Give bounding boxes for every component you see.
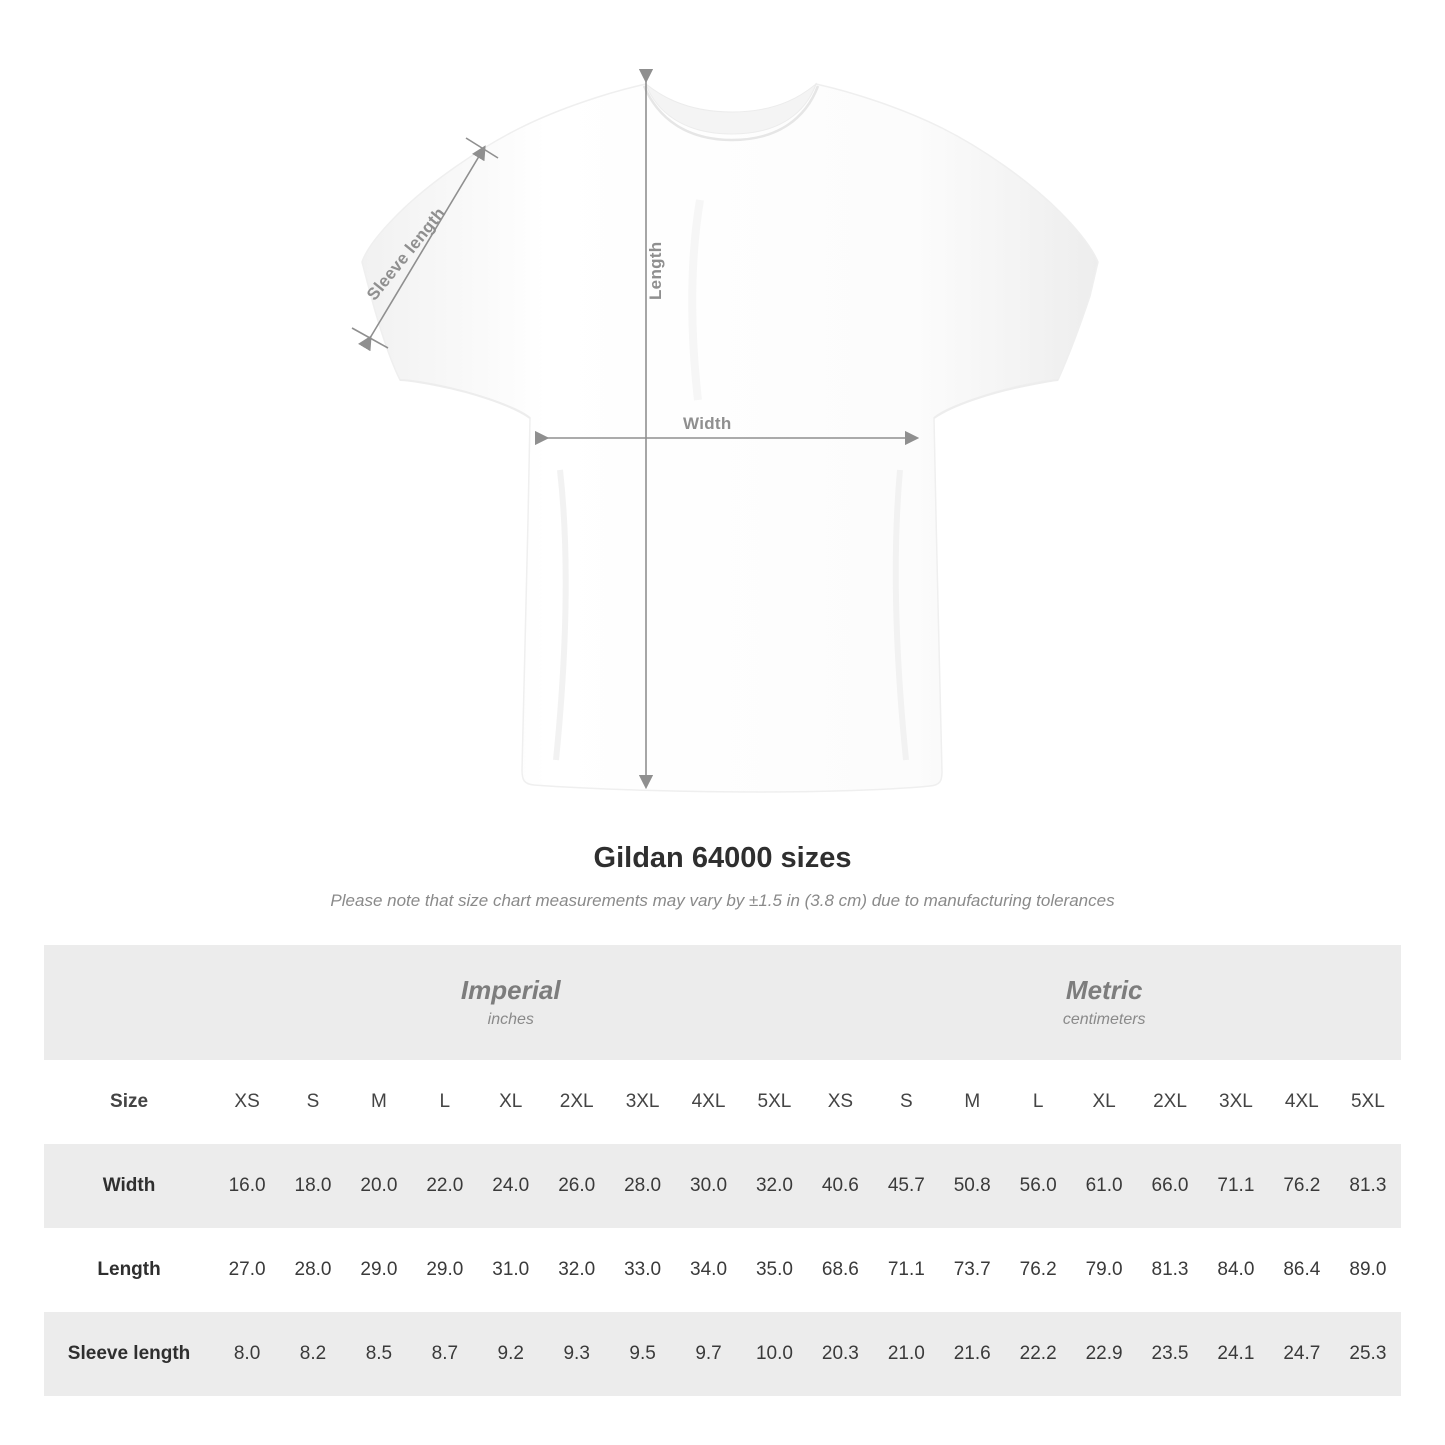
metric-unit-sub: centimeters	[1062, 1011, 1146, 1029]
cell-sleeve-imperial-xs: 8.0	[214, 1312, 280, 1396]
cell-sleeve-imperial-m: 8.5	[346, 1312, 412, 1396]
width-dimension-label: Width	[683, 414, 732, 433]
size-header-xs-imperial: XS	[214, 1060, 280, 1144]
cell-length-metric-5xl: 89.0	[1335, 1228, 1401, 1312]
cell-length-metric-m: 73.7	[939, 1228, 1005, 1312]
cell-width-metric-s: 45.7	[873, 1144, 939, 1228]
metric-unit-cell	[807, 945, 1401, 1060]
cell-length-metric-xs: 68.6	[807, 1228, 873, 1312]
cell-length-imperial-l: 29.0	[412, 1228, 478, 1312]
metric-unit-name: Metric	[1065, 974, 1143, 1005]
cell-sleeve-metric-2xl: 23.5	[1137, 1312, 1203, 1396]
cell-length-imperial-2xl: 32.0	[544, 1228, 610, 1312]
row-label-width: Width	[44, 1144, 214, 1228]
size-header-5xl-metric: 5XL	[1335, 1060, 1401, 1144]
unit-spacer-cell	[44, 945, 214, 1060]
cell-length-imperial-xs: 27.0	[214, 1228, 280, 1312]
cell-sleeve-metric-xl: 22.9	[1071, 1312, 1137, 1396]
cell-width-imperial-3xl: 28.0	[610, 1144, 676, 1228]
cell-width-imperial-xs: 16.0	[214, 1144, 280, 1228]
size-header-xl-metric: XL	[1071, 1060, 1137, 1144]
cell-sleeve-metric-5xl: 25.3	[1335, 1312, 1401, 1396]
cell-sleeve-imperial-5xl: 10.0	[741, 1312, 807, 1396]
cell-width-metric-2xl: 66.0	[1137, 1144, 1203, 1228]
cell-width-metric-m: 50.8	[939, 1144, 1005, 1228]
cell-width-metric-xs: 40.6	[807, 1144, 873, 1228]
cell-length-metric-xl: 79.0	[1071, 1228, 1137, 1312]
table-row	[44, 1144, 1401, 1228]
sleeve-length-dimension-label: Sleeve length	[363, 203, 450, 304]
cell-sleeve-metric-l: 22.2	[1005, 1312, 1071, 1396]
imperial-unit-sub: inches	[487, 1011, 534, 1029]
cell-width-metric-3xl: 71.1	[1203, 1144, 1269, 1228]
size-header-3xl-imperial: 3XL	[610, 1060, 676, 1144]
cell-sleeve-imperial-s: 8.2	[280, 1312, 346, 1396]
size-header-m-imperial: M	[346, 1060, 412, 1144]
row-label-sleeve-length: Sleeve length	[44, 1312, 214, 1396]
cell-length-imperial-5xl: 35.0	[741, 1228, 807, 1312]
unit-header-row	[44, 945, 1401, 1060]
cell-sleeve-imperial-xl: 9.2	[478, 1312, 544, 1396]
tolerance-note: Please note that size chart measurements may vary by ±1.5 in (3.8 cm) due to manufacturing tolerances	[330, 891, 1115, 910]
size-header-l-imperial: L	[412, 1060, 478, 1144]
imperial-unit-cell	[214, 945, 807, 1060]
table-row	[44, 1312, 1401, 1396]
cell-sleeve-imperial-2xl: 9.3	[544, 1312, 610, 1396]
cell-width-metric-xl: 61.0	[1071, 1144, 1137, 1228]
size-header-4xl-metric: 4XL	[1269, 1060, 1335, 1144]
table-row	[44, 1228, 1401, 1312]
cell-length-metric-4xl: 86.4	[1269, 1228, 1335, 1312]
size-header-2xl-imperial: 2XL	[544, 1060, 610, 1144]
size-header-2xl-metric: 2XL	[1137, 1060, 1203, 1144]
cell-length-metric-2xl: 81.3	[1137, 1228, 1203, 1312]
cell-length-imperial-s: 28.0	[280, 1228, 346, 1312]
page-title: Gildan 64000 sizes	[593, 842, 852, 874]
cell-length-metric-3xl: 84.0	[1203, 1228, 1269, 1312]
cell-width-imperial-xl: 24.0	[478, 1144, 544, 1228]
cell-sleeve-metric-4xl: 24.7	[1269, 1312, 1335, 1396]
cell-sleeve-metric-3xl: 24.1	[1203, 1312, 1269, 1396]
size-header-label: Size	[44, 1060, 214, 1144]
cell-width-metric-l: 56.0	[1005, 1144, 1071, 1228]
size-header-xs-metric: XS	[807, 1060, 873, 1144]
size-header-s-imperial: S	[280, 1060, 346, 1144]
cell-width-imperial-2xl: 26.0	[544, 1144, 610, 1228]
cell-sleeve-imperial-l: 8.7	[412, 1312, 478, 1396]
title-block	[0, 842, 1445, 911]
cell-sleeve-imperial-3xl: 9.5	[610, 1312, 676, 1396]
cell-length-imperial-4xl: 34.0	[676, 1228, 742, 1312]
size-header-s-metric: S	[873, 1060, 939, 1144]
size-header-5xl-imperial: 5XL	[741, 1060, 807, 1144]
cell-width-metric-4xl: 76.2	[1269, 1144, 1335, 1228]
cell-width-imperial-s: 18.0	[280, 1144, 346, 1228]
cell-length-metric-l: 76.2	[1005, 1228, 1071, 1312]
cell-sleeve-imperial-4xl: 9.7	[676, 1312, 742, 1396]
size-header-l-metric: L	[1005, 1060, 1071, 1144]
cell-length-imperial-m: 29.0	[346, 1228, 412, 1312]
size-table-wrapper	[44, 945, 1401, 1396]
size-header-4xl-imperial: 4XL	[676, 1060, 742, 1144]
imperial-unit-name: Imperial	[460, 974, 561, 1005]
cell-width-imperial-5xl: 32.0	[741, 1144, 807, 1228]
cell-length-metric-s: 71.1	[873, 1228, 939, 1312]
row-label-length: Length	[44, 1228, 214, 1312]
cell-width-imperial-l: 22.0	[412, 1144, 478, 1228]
cell-sleeve-metric-m: 21.6	[939, 1312, 1005, 1396]
cell-width-imperial-m: 20.0	[346, 1144, 412, 1228]
size-header-3xl-metric: 3XL	[1203, 1060, 1269, 1144]
cell-sleeve-metric-xs: 20.3	[807, 1312, 873, 1396]
size-header-m-metric: M	[939, 1060, 1005, 1144]
length-dimension-label: Length	[646, 241, 665, 300]
cell-sleeve-metric-s: 21.0	[873, 1312, 939, 1396]
cell-length-imperial-xl: 31.0	[478, 1228, 544, 1312]
size-header-xl-imperial: XL	[478, 1060, 544, 1144]
cell-width-metric-5xl: 81.3	[1335, 1144, 1401, 1228]
size-table	[44, 945, 1401, 1396]
cell-width-imperial-4xl: 30.0	[676, 1144, 742, 1228]
size-header-row	[44, 1060, 1401, 1144]
cell-length-imperial-3xl: 33.0	[610, 1228, 676, 1312]
